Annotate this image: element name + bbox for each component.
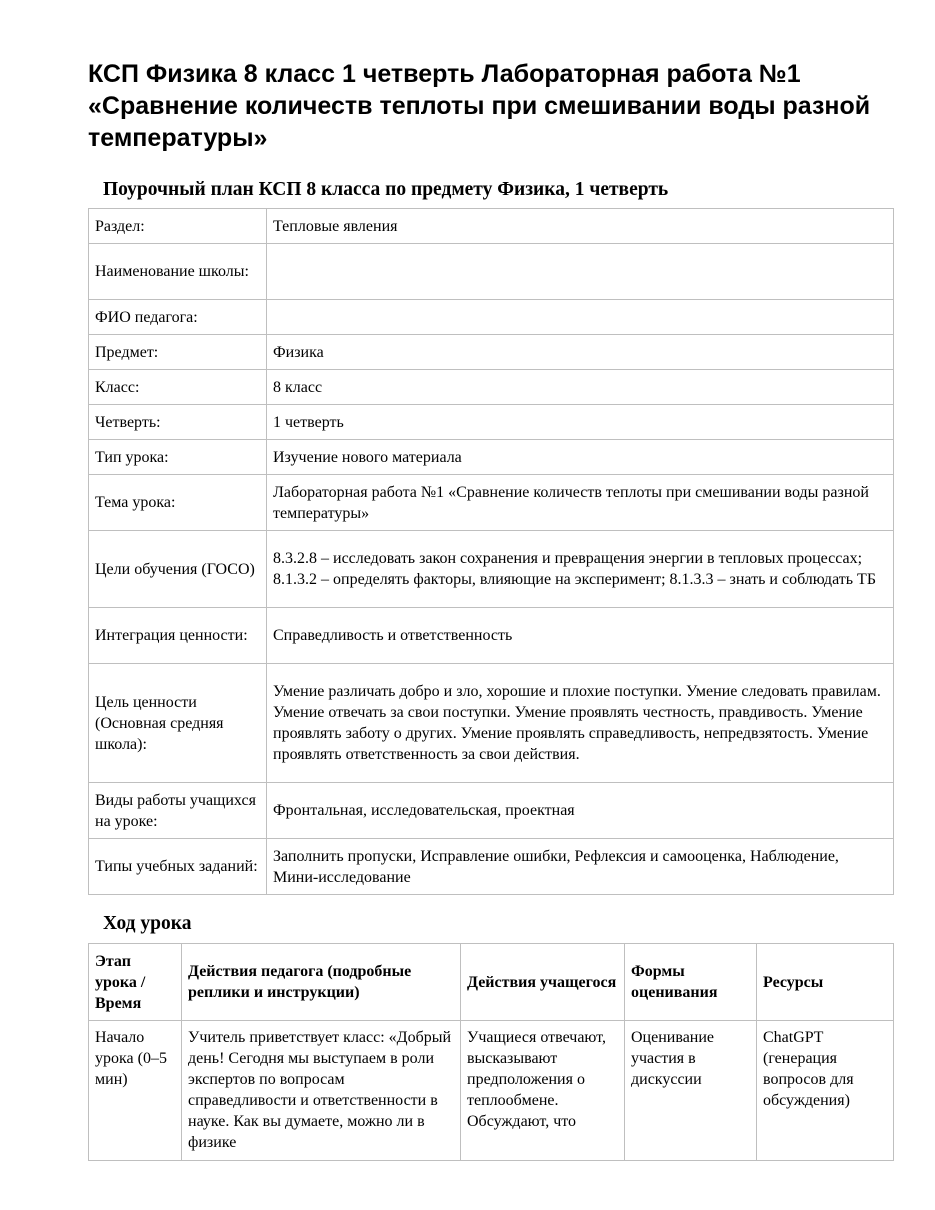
student-actions-text: Учащиеся отвечают, высказывают предположения о теплообмене. Обсуждают, что <box>467 1029 606 1130</box>
info-row <box>89 209 894 244</box>
flow-header-row <box>89 944 894 1021</box>
flow-cell-stage <box>89 1021 182 1161</box>
info-row <box>89 244 894 300</box>
info-value: 8 класс <box>267 370 894 405</box>
info-label: Наименование школы: <box>89 244 267 300</box>
assessment-text: Оценивание участия в дискуссии <box>631 1029 715 1088</box>
info-label: Тема урока: <box>89 475 267 531</box>
info-label: Тип урока: <box>89 440 267 475</box>
header-assessment: Формы оценивания <box>625 944 757 1021</box>
info-label: Класс: <box>89 370 267 405</box>
info-value: Умение различать добро и зло, хорошие и плохие поступки. Умение следовать правилам. Умение отвечать за свои поступки. Умение проявлять честность, правдивость. Умение проявлять заботу о других. Умение проявлять справедливость, непредвзятость. Умение проявлять ответственность за свои действия. <box>267 664 894 783</box>
info-value: Заполнить пропуски, Исправление ошибки, Рефлексия и самооценка, Наблюдение, Мини-исследование <box>267 839 894 895</box>
lesson-info-table <box>88 208 894 895</box>
info-label: Предмет: <box>89 335 267 370</box>
info-value: 1 четверть <box>267 405 894 440</box>
info-label: Интеграция ценности: <box>89 608 267 664</box>
info-value <box>267 300 894 335</box>
info-value: Изучение нового материала <box>267 440 894 475</box>
info-row <box>89 370 894 405</box>
flow-cell-assessment <box>625 1021 757 1161</box>
info-label: Четверть: <box>89 405 267 440</box>
info-value: 8.3.2.8 – исследовать закон сохранения и превращения энергии в тепловых процессах; 8.1.3.2 – определять факторы, влияющие на эксперимент; 8.1.3.3 – знать и соблюдать ТБ <box>267 531 894 608</box>
header-teacher-actions: Действия педагога (подробные реплики и инструкции) <box>182 944 461 1021</box>
info-row <box>89 783 894 839</box>
info-value: Физика <box>267 335 894 370</box>
info-value: Справедливость и ответственность <box>267 608 894 664</box>
header-resources: Ресурсы <box>757 944 894 1021</box>
info-row <box>89 440 894 475</box>
info-value: Фронтальная, исследовательская, проектная <box>267 783 894 839</box>
info-value: Тепловые явления <box>267 209 894 244</box>
lesson-flow-heading: Ход урока <box>103 913 192 934</box>
stage-text: Начало урока (0–5 мин) <box>95 1029 167 1088</box>
info-row <box>89 475 894 531</box>
info-label: Виды работы учащихся на уроке: <box>89 783 267 839</box>
info-row <box>89 531 894 608</box>
info-value <box>267 244 894 300</box>
info-label: ФИО педагога: <box>89 300 267 335</box>
info-value: Лабораторная работа №1 «Сравнение количеств теплоты при смешивании воды разной температуры» <box>267 475 894 531</box>
document-page <box>88 58 893 1161</box>
info-row <box>89 405 894 440</box>
info-row <box>89 664 894 783</box>
resources-text: ChatGPT (генерация вопросов для обсуждения) <box>763 1029 854 1109</box>
info-row <box>89 335 894 370</box>
info-label: Типы учебных заданий: <box>89 839 267 895</box>
plan-heading: Поурочный план КСП 8 класса по предмету Физика, 1 четверть <box>103 179 669 200</box>
flow-cell-student <box>461 1021 625 1161</box>
header-student-actions: Действия учащегося <box>461 944 625 1021</box>
info-label: Раздел: <box>89 209 267 244</box>
teacher-actions-text: Учитель приветствует класс: «Добрый день! Сегодня мы выступаем в роли экспертов по вопросам справедливости и ответственности в науке. Как вы думаете, можно ли в физике <box>188 1029 452 1151</box>
header-stage: Этап урока / Время <box>89 944 182 1021</box>
flow-cell-resources <box>757 1021 894 1161</box>
info-row <box>89 608 894 664</box>
document-title: КСП Физика 8 класс 1 четверть Лабораторная работа №1 «Сравнение количеств теплоты при смешивании воды разной температуры» <box>88 60 871 152</box>
flow-row <box>89 1021 894 1161</box>
flow-cell-teacher <box>182 1021 461 1161</box>
info-row <box>89 300 894 335</box>
lesson-flow-table <box>88 943 894 1161</box>
info-row <box>89 839 894 895</box>
info-label: Цель ценности (Основная средняя школа): <box>89 664 267 783</box>
info-label: Цели обучения (ГОСО) <box>89 531 267 608</box>
